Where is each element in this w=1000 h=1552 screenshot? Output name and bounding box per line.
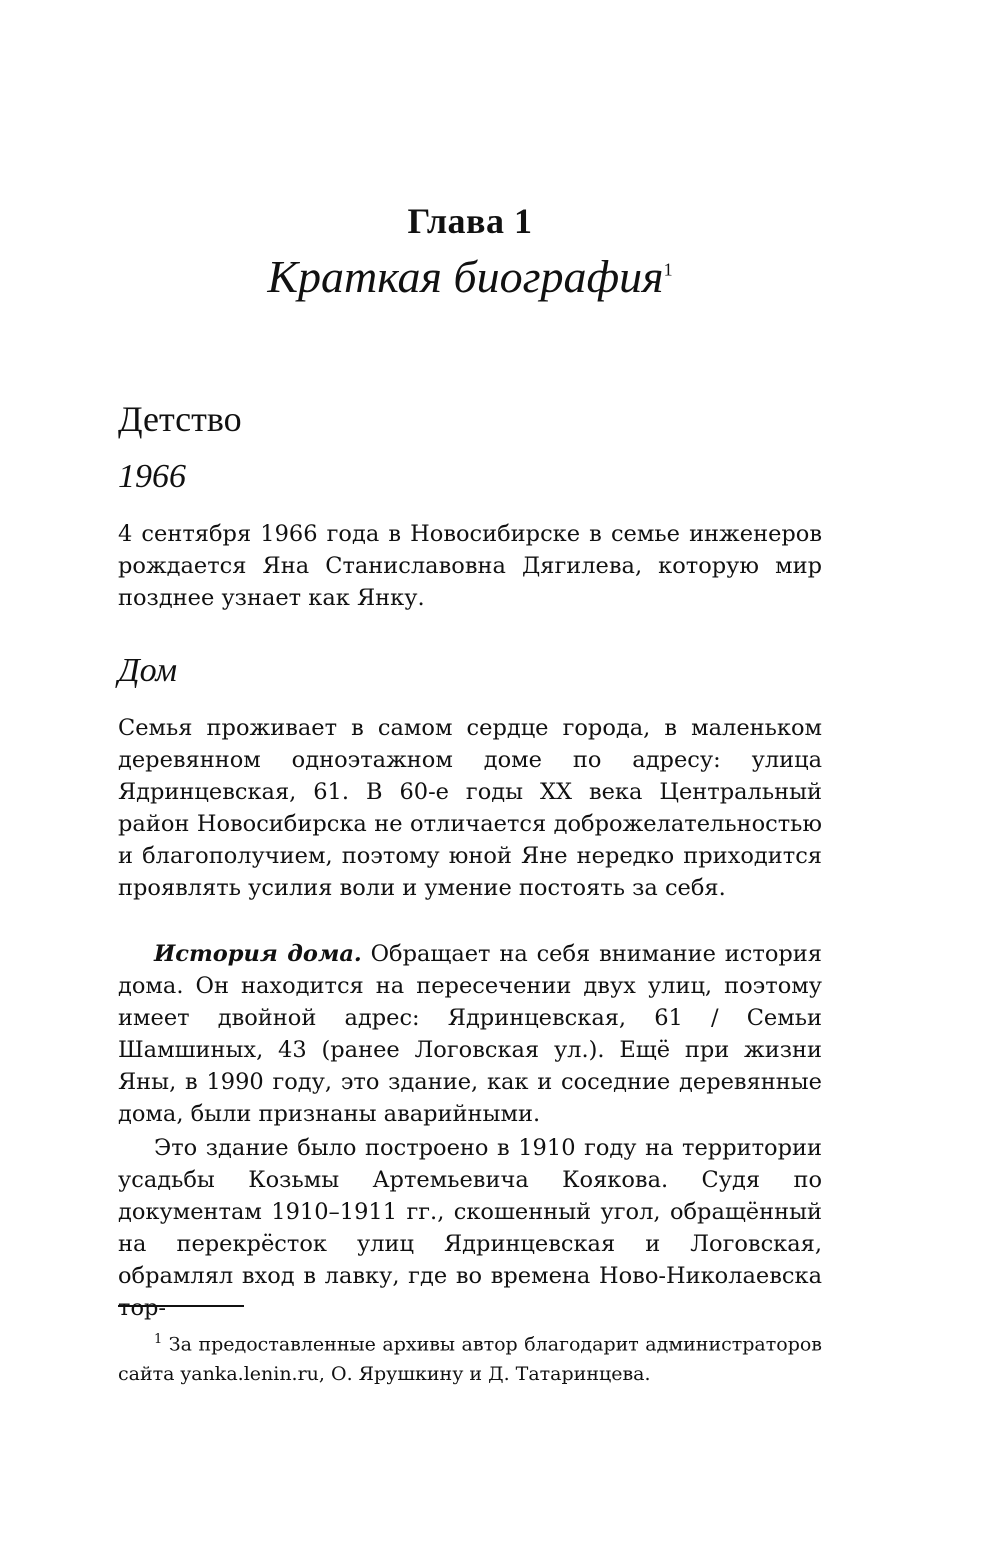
paragraph-house-history: [118, 938, 822, 1130]
paragraph-house-history-text: Обращает на себя внимание история дома. Он находится на пересечении двух улиц, поэтому имеет двойной адрес: Ядринцевская, 61 / Семьи Шамшиных, 43 (ранее Логовская ул.). Ещё при жизни Яны, в 1990 году, это здание, как и соседние деревянные дома, были признаны аварийными.: [118, 941, 822, 1127]
footnote-number: 1: [154, 1332, 163, 1347]
footnote-divider: [118, 1305, 244, 1307]
chapter-label: Глава 1: [407, 201, 533, 241]
year-subheading: 1966: [118, 458, 186, 495]
footnote-marker: 1: [663, 259, 673, 280]
paragraph-family-home: Семья проживает в самом сердце города, в маленьком деревянном одноэтажном доме по адресу: улица Ядринцевская, 61. В 60-е годы XX века Центральный район Новосибирска не отличается доброжелательностью и благополучием, поэтому юной Яне нередко приходится проявлять усилия воли и умение постоять за себя.: [118, 715, 822, 901]
paragraph-building: Это здание было построено в 1910 году на территории усадьбы Козьмы Артемьевича Коякова. Судя по документам 1910–1911 гг., скошенный угол, обращённый на перекрёсток улиц Ядринцевская и Логовская, обрамлял вход в лавку, где во времена Ново-Николаевска тор-: [118, 1135, 822, 1321]
run-in-heading: История дома.: [154, 941, 362, 967]
home-subheading: Дом: [118, 652, 178, 689]
chapter-title-text: Краткая биография: [267, 251, 664, 302]
chapter-title: [0, 250, 940, 303]
footnote-text: За предоставленные архивы автор благодарит администраторов сайта yanka.lenin.ru, О. Ярушкину и Д. Татаринцева.: [118, 1333, 822, 1386]
paragraph-birth: 4 сентября 1966 года в Новосибирске в семье инженеров рождается Яна Станиславовна Дягилева, которую мир позднее узнает как Янку.: [118, 521, 822, 611]
footnote: [118, 1325, 822, 1389]
section-heading: Детство: [118, 399, 242, 439]
